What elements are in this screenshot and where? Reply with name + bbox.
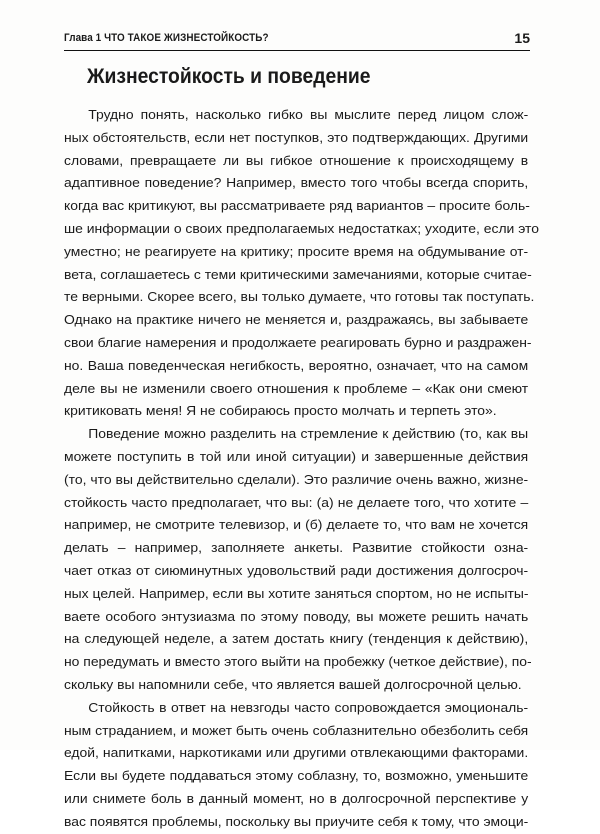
chapter-label: Глава 1 ЧТО ТАКОЕ ЖИЗНЕСТОЙКОСТЬ?: [64, 32, 269, 44]
paragraph-line: делать – например, заполняете анкеты. Развитие стойкости озна-: [64, 540, 529, 556]
paragraph-line: свои благие намерения и продолжаете реагировать бурно и раздражен-: [64, 334, 532, 350]
paragraph-line: Поведение можно разделить на стремление к действию (то, как вы: [88, 426, 529, 442]
paragraph-line: чает отказ от сиюминутных удовольствий ради достижения долгосроч-: [64, 562, 529, 578]
paragraph-line: стойкость часто предполагает, что вы: (а) не делаете того, что хотите –: [64, 494, 529, 510]
paragraph-line: вета, соглашаетесь с теми критическими замечаниями, которые считае-: [64, 266, 532, 282]
running-head: [64, 32, 530, 48]
paragraph-line: адаптивное поведение? Например, вместо того чтобы всегда спорить,: [64, 175, 529, 191]
paragraph-line: или снимете боль в данный момент, но в долгосрочной перспективе у: [64, 790, 529, 806]
section-title: Жизнестойкость и поведение: [87, 65, 371, 88]
paragraph-line: словами, превращаете ли вы гибкое отношение к происходящему в: [64, 152, 529, 168]
paragraph-line: ваете особого энтузиазма по этому поводу, вы можете решить начать: [64, 608, 529, 624]
paragraph-line: когда вас критикуют, вы рассматриваете ряд вариантов – просите боль-: [64, 198, 530, 214]
paragraph-line: уместно; не реагируете на критику; просите время на обдумывание от-: [64, 243, 529, 259]
body-text: [64, 104, 539, 834]
paragraph-line: те верными. Скорее всего, вы только думаете, что готовы так поступать.: [64, 289, 535, 305]
paragraph-line: вас появятся проблемы, поскольку вы приучите себя к тому, что эмоци-: [64, 813, 529, 829]
paragraph-line: на следующей неделе, а затем достать книгу (тенденция к действию),: [64, 631, 529, 647]
paragraph-line: но. Ваша поведенческая негибкость, вероятно, означает, что на самом: [64, 357, 529, 373]
paragraph-line: ных целей. Например, если вы хотите заняться спортом, но не испыты-: [64, 585, 529, 601]
paragraph-line: Стойкость в ответ на невзгоды часто сопровождается эмоциональ-: [88, 699, 529, 715]
paragraph-line: Трудно понять, насколько гибко вы мыслите перед лицом слож-: [88, 107, 529, 122]
paragraph-line: ных обстоятельств, если нет поступков, это подтверждающих. Другими: [64, 129, 529, 145]
paragraph-line: деле вы не изменили своего отношения к проблеме – «Как они смеют: [64, 380, 529, 396]
paragraph-line: (то, что вы действительно сделали). Это различие очень важно, жизне-: [64, 471, 529, 487]
paragraph-line: Однако на практике ничего не меняется и, раздражаясь, вы забываете: [64, 312, 529, 328]
paragraph-line: едой, напитками, наркотиками или другими отвлекающими факторами.: [64, 745, 529, 761]
paragraph-line: но передумать и вместо этого выйти на пробежку (четкое действие), по-: [64, 654, 532, 670]
paragraph-line: критиковать меня! Я не собираюсь просто молчать и терпеть это».: [64, 403, 497, 419]
paragraph-line: например, не смотрите телевизор, и (б) делаете то, что вам не хочется: [64, 517, 529, 533]
paragraph-line: скольку вы напомнили себе, что является вашей долгосрочной целью.: [64, 676, 522, 692]
paragraph-line: Если вы будете поддаваться этому соблазну, то, возможно, уменьшите: [64, 768, 529, 784]
paragraph-line: ным страданием, и может быть очень соблазнительно обезболить себя: [64, 722, 529, 738]
header-rule: [64, 50, 530, 51]
page-number: 15: [514, 30, 530, 46]
paragraph-line: ше информации о своих предполагаемых недостатках; уходите, если это: [64, 220, 539, 236]
paragraph-line: можете поступить в той или иной ситуации) и завершенные действия: [64, 448, 529, 464]
